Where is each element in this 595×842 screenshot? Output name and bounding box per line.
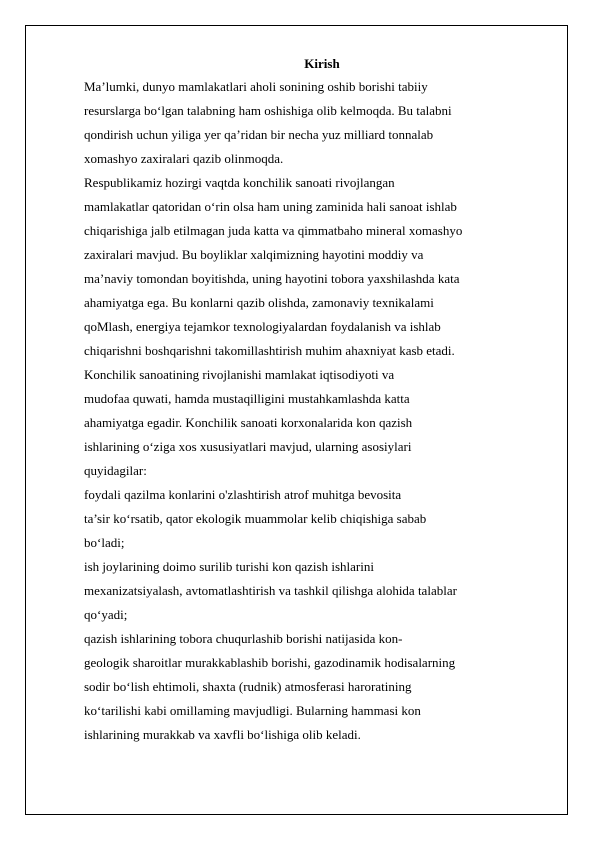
document-title: Kirish — [304, 56, 340, 71]
text-line: qo‘yadi; — [84, 607, 128, 622]
text-line: ma’naviy tomondan boyitishda, uning hayotini tobora yaxshilashda kata — [84, 271, 460, 286]
text-line: qondirish uchun yiliga yer qa’ridan bir necha yuz milliard tonnalab — [84, 127, 434, 142]
text-line: ishlarining o‘ziga xos xususiyatlari mavjud, ularning asosiylari — [84, 439, 412, 454]
text-line: ishlarining murakkab va xavfli bo‘lishiga olib keladi. — [84, 727, 361, 742]
text-line: geologik sharoitlar murakkablashib borishi, gazodinamik hodisalarning — [84, 655, 456, 670]
text-line: Ma’lumki, dunyo mamlakatlari aholi sonining oshib borishi tabiiy — [84, 79, 428, 94]
text-line: qoMlash, energiya tejamkor texnologiyalardan foydalanish va ishlab — [84, 319, 441, 334]
text-line: foydali qazilma konlarini o'zlashtirish atrof muhitga bevosita — [84, 487, 402, 502]
paragraph-lines — [84, 75, 462, 747]
text-line: resurslarga bo‘lgan talabning ham oshishiga olib kelmoqda. Bu talabni — [84, 103, 452, 118]
text-line: mexanizatsiyalash, avtomatlashtirish va tashkil qilishga alohida talablar — [84, 583, 457, 598]
text-line: bo‘ladi; — [84, 535, 125, 550]
text-line: ahamiyatga ega. Bu konlarni qazib olishda, zamonaviy texnikalami — [84, 295, 434, 310]
text-line: zaxiralari mavjud. Bu boyliklar xalqimizning hayotini moddiy va — [84, 247, 424, 262]
text-line: chiqarishni boshqarishni takomillashtirish muhim ahaxniyat kasb etadi. — [84, 343, 455, 358]
text-line: ahamiyatga egadir. Konchilik sanoati korxonalarida kon qazish — [84, 415, 413, 430]
text-line: Respublikamiz hozirgi vaqtda konchilik sanoati rivojlangan — [84, 175, 395, 190]
text-line: ko‘tarilishi kabi omillaming mavjudligi. Bularning hammasi kon — [84, 703, 421, 718]
text-line: Konchilik sanoatining rivojlanishi mamlakat iqtisodiyoti va — [84, 367, 395, 382]
text-line: xomashyo zaxiralari qazib olinmoqda. — [84, 151, 284, 166]
text-line: quyidagilar: — [84, 463, 147, 478]
text-line: chiqarishiga jalb etilmagan juda katta va qimmatbaho mineral xomashyo — [84, 223, 463, 238]
text-line: ish joylarining doimo surilib turishi kon qazish ishlarini — [84, 559, 374, 574]
text-line: ta’sir ko‘rsatib, qator ekologik muammolar kelib chiqishiga sabab — [84, 511, 427, 526]
text-line: mudofaa quwati, hamda mustaqilligini mustahkamlashda katta — [84, 391, 410, 406]
text-line: sodir bo‘lish ehtimoli, shaxta (rudnik) atmosferasi haroratining — [84, 679, 412, 694]
text-line: mamlakatlar qatoridan o‘rin olsa ham uning zaminida hali sanoat ishlab — [84, 199, 457, 214]
text-line: qazish ishlarining tobora chuqurlashib borishi natijasida kon- — [84, 631, 403, 646]
